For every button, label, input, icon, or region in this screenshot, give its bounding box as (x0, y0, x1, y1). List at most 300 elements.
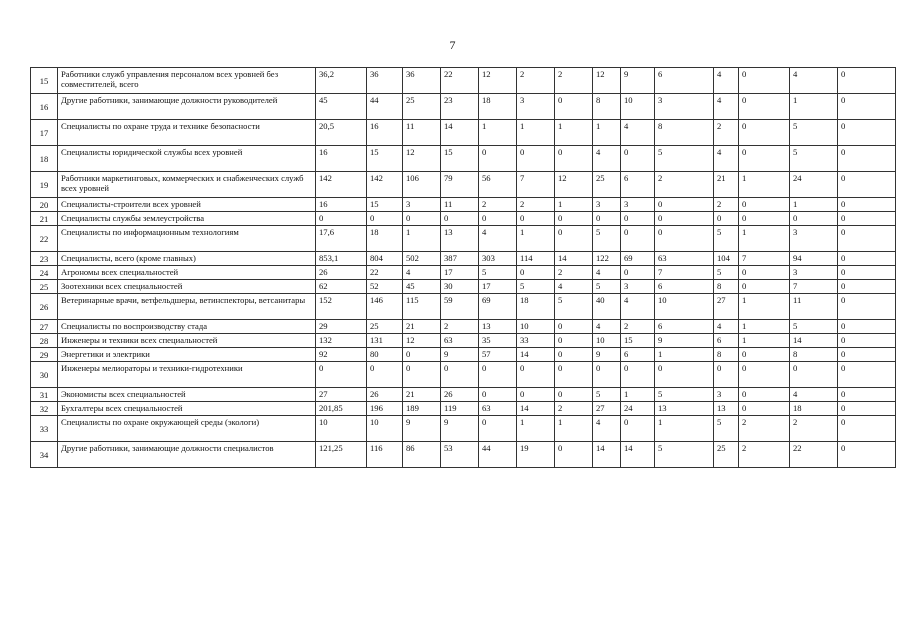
table-cell: 2 (441, 320, 479, 334)
row-title: Экономисты всех специальностей (58, 388, 316, 402)
table-cell: 14 (517, 348, 555, 362)
table-cell: 0 (838, 320, 896, 334)
table-cell: 1 (517, 416, 555, 442)
table-cell: 0 (739, 362, 790, 388)
table-cell: 0 (403, 212, 441, 226)
table-cell: 56 (479, 172, 517, 198)
table-cell: 0 (517, 212, 555, 226)
table-cell: 0 (739, 146, 790, 172)
table-row (31, 362, 896, 388)
table-cell: 1 (739, 226, 790, 252)
row-number: 31 (31, 388, 58, 402)
table-cell: 24 (621, 402, 655, 416)
table-cell: 4 (790, 68, 838, 94)
table-cell: 1 (555, 198, 593, 212)
table-row (31, 388, 896, 402)
table-cell: 12 (479, 68, 517, 94)
row-title: Агрономы всех специальностей (58, 266, 316, 280)
table-cell: 2 (555, 68, 593, 94)
table-cell: 0 (838, 294, 896, 320)
table-cell: 106 (403, 172, 441, 198)
table-cell: 10 (517, 320, 555, 334)
row-title: Специалисты службы землеустройства (58, 212, 316, 226)
table-cell: 0 (367, 362, 403, 388)
row-title: Инженеры мелиораторы и техники-гидротехники (58, 362, 316, 388)
table-cell: 0 (838, 198, 896, 212)
table-cell: 0 (739, 94, 790, 120)
row-number: 18 (31, 146, 58, 172)
table-cell: 0 (441, 212, 479, 226)
table-cell: 22 (367, 266, 403, 280)
table-cell: 1 (655, 416, 714, 442)
table-cell: 69 (479, 294, 517, 320)
table-cell: 5 (593, 226, 621, 252)
table-cell: 2 (479, 198, 517, 212)
table-cell: 9 (655, 334, 714, 348)
table-cell: 63 (479, 402, 517, 416)
table-row (31, 146, 896, 172)
row-number: 26 (31, 294, 58, 320)
table-cell: 1 (555, 120, 593, 146)
table-row (31, 334, 896, 348)
table-cell: 3 (655, 94, 714, 120)
row-number: 22 (31, 226, 58, 252)
table-cell: 59 (441, 294, 479, 320)
table-cell: 22 (441, 68, 479, 94)
row-title: Другие работники, занимающие должности руководителей (58, 94, 316, 120)
table-cell: 4 (621, 120, 655, 146)
table-cell: 23 (441, 94, 479, 120)
table-cell: 17 (441, 266, 479, 280)
table-cell: 6 (655, 280, 714, 294)
table-cell: 1 (593, 120, 621, 146)
table-cell: 303 (479, 252, 517, 266)
table-cell: 0 (555, 348, 593, 362)
table-cell: 7 (790, 280, 838, 294)
table-cell: 2 (517, 198, 555, 212)
table-row (31, 416, 896, 442)
table-cell: 122 (593, 252, 621, 266)
row-number: 25 (31, 280, 58, 294)
table-cell: 0 (739, 266, 790, 280)
table-row (31, 320, 896, 334)
row-title: Другие работники, занимающие должности специалистов (58, 442, 316, 468)
table-cell: 0 (739, 388, 790, 402)
table-cell: 27 (593, 402, 621, 416)
table-cell: 40 (593, 294, 621, 320)
table-cell: 45 (316, 94, 367, 120)
table-cell: 0 (479, 146, 517, 172)
table-cell: 0 (790, 212, 838, 226)
table-cell: 5 (714, 266, 739, 280)
table-cell: 0 (838, 94, 896, 120)
table-cell: 33 (517, 334, 555, 348)
table-cell: 14 (441, 120, 479, 146)
table-cell: 15 (367, 146, 403, 172)
table-cell: 12 (403, 334, 441, 348)
table-cell: 18 (479, 94, 517, 120)
table-cell: 4 (593, 320, 621, 334)
table-cell: 4 (593, 266, 621, 280)
table-row (31, 294, 896, 320)
table-cell: 10 (655, 294, 714, 320)
table-cell: 16 (316, 146, 367, 172)
row-number: 15 (31, 68, 58, 94)
table-cell: 7 (739, 252, 790, 266)
table-cell: 0 (838, 416, 896, 442)
row-number: 30 (31, 362, 58, 388)
table-cell: 80 (367, 348, 403, 362)
table-cell: 0 (555, 362, 593, 388)
table-cell: 1 (655, 348, 714, 362)
table-cell: 2 (555, 402, 593, 416)
row-number: 24 (31, 266, 58, 280)
table-cell: 114 (517, 252, 555, 266)
table-cell: 63 (441, 334, 479, 348)
table-cell: 0 (517, 388, 555, 402)
table-cell: 116 (367, 442, 403, 468)
table-cell: 0 (621, 416, 655, 442)
table-cell: 0 (790, 362, 838, 388)
table-cell: 4 (479, 226, 517, 252)
table-row (31, 120, 896, 146)
table-cell: 0 (555, 146, 593, 172)
row-number: 32 (31, 402, 58, 416)
table-cell: 0 (316, 212, 367, 226)
table-cell: 142 (367, 172, 403, 198)
table-cell: 0 (838, 146, 896, 172)
table-cell: 36 (403, 68, 441, 94)
table-cell: 0 (621, 226, 655, 252)
table-row (31, 266, 896, 280)
table-cell: 0 (316, 362, 367, 388)
table-cell: 0 (555, 320, 593, 334)
table-cell: 0 (838, 266, 896, 280)
table-cell: 0 (621, 146, 655, 172)
table-cell: 0 (403, 362, 441, 388)
table-cell: 5 (517, 280, 555, 294)
table-cell: 1 (739, 172, 790, 198)
table-cell: 13 (714, 402, 739, 416)
table-cell: 4 (714, 94, 739, 120)
table-cell: 0 (555, 334, 593, 348)
table-cell: 142 (316, 172, 367, 198)
table-row (31, 402, 896, 416)
table-cell: 1 (739, 294, 790, 320)
table-cell: 4 (790, 388, 838, 402)
table-cell: 0 (838, 388, 896, 402)
table-cell: 21 (403, 388, 441, 402)
table-cell: 36 (367, 68, 403, 94)
table-cell: 5 (714, 226, 739, 252)
table-cell: 121,25 (316, 442, 367, 468)
table-cell: 52 (367, 280, 403, 294)
table-cell: 387 (441, 252, 479, 266)
table-cell: 2 (517, 68, 555, 94)
table-cell: 10 (621, 94, 655, 120)
table-cell: 2 (555, 266, 593, 280)
table-cell: 11 (403, 120, 441, 146)
table-cell: 18 (367, 226, 403, 252)
table-cell: 3 (714, 388, 739, 402)
table-cell: 10 (367, 416, 403, 442)
table-cell: 0 (739, 280, 790, 294)
table-cell: 4 (593, 146, 621, 172)
table-cell: 29 (316, 320, 367, 334)
table-cell: 1 (479, 120, 517, 146)
table-cell: 69 (621, 252, 655, 266)
row-number: 19 (31, 172, 58, 198)
table-cell: 0 (838, 280, 896, 294)
table-cell: 0 (517, 146, 555, 172)
table-cell: 21 (403, 320, 441, 334)
table-cell: 53 (441, 442, 479, 468)
table-cell: 0 (555, 226, 593, 252)
row-number: 27 (31, 320, 58, 334)
table-cell: 9 (403, 416, 441, 442)
table-cell: 132 (316, 334, 367, 348)
table-cell: 44 (479, 442, 517, 468)
table-cell: 5 (655, 146, 714, 172)
table-cell: 26 (367, 388, 403, 402)
table-cell: 11 (790, 294, 838, 320)
table-cell: 4 (593, 416, 621, 442)
table-cell: 8 (655, 120, 714, 146)
row-number: 23 (31, 252, 58, 266)
table-cell: 13 (441, 226, 479, 252)
table-cell: 45 (403, 280, 441, 294)
table-cell: 0 (739, 68, 790, 94)
table-cell: 2 (739, 416, 790, 442)
table-row (31, 68, 896, 94)
table-cell: 5 (479, 266, 517, 280)
table-row (31, 348, 896, 362)
table-cell: 5 (555, 294, 593, 320)
table-cell: 3 (593, 198, 621, 212)
page-number: 7 (449, 38, 456, 52)
table-cell: 1 (621, 388, 655, 402)
table-cell: 0 (739, 348, 790, 362)
table-cell: 4 (714, 320, 739, 334)
table-cell: 196 (367, 402, 403, 416)
row-title: Инженеры и техники всех специальностей (58, 334, 316, 348)
row-title: Энергетики и электрики (58, 348, 316, 362)
table-cell: 24 (790, 172, 838, 198)
table-cell: 14 (555, 252, 593, 266)
table-cell: 8 (593, 94, 621, 120)
row-title: Работники маркетинговых, коммерческих и снабженческих служб всех уровней (58, 172, 316, 198)
table-cell: 2 (790, 416, 838, 442)
table-cell: 0 (593, 362, 621, 388)
table-cell: 115 (403, 294, 441, 320)
table-cell: 8 (714, 280, 739, 294)
row-title: Зоотехники всех специальностей (58, 280, 316, 294)
table-cell: 0 (739, 198, 790, 212)
table-cell: 0 (403, 348, 441, 362)
table-cell: 94 (790, 252, 838, 266)
table-cell: 12 (593, 68, 621, 94)
table-cell: 86 (403, 442, 441, 468)
table-cell: 0 (621, 212, 655, 226)
table-cell: 0 (838, 68, 896, 94)
table-cell: 9 (593, 348, 621, 362)
table-cell: 1 (517, 226, 555, 252)
table-cell: 5 (655, 388, 714, 402)
table-cell: 804 (367, 252, 403, 266)
table-cell: 44 (367, 94, 403, 120)
table-row (31, 172, 896, 198)
table-cell: 14 (621, 442, 655, 468)
table-cell: 9 (441, 348, 479, 362)
table-cell: 3 (517, 94, 555, 120)
table-cell: 12 (403, 146, 441, 172)
table-cell: 4 (555, 280, 593, 294)
row-title: Специалисты по охране труда и технике безопасности (58, 120, 316, 146)
table-cell: 0 (739, 402, 790, 416)
table-cell: 0 (838, 172, 896, 198)
table-cell: 0 (479, 212, 517, 226)
table-cell: 3 (790, 226, 838, 252)
table-row (31, 226, 896, 252)
table-cell: 26 (316, 266, 367, 280)
table-cell: 0 (655, 212, 714, 226)
table-cell: 0 (593, 212, 621, 226)
row-title: Специалисты по информационным технологиям (58, 226, 316, 252)
table-cell: 5 (593, 280, 621, 294)
table-cell: 14 (593, 442, 621, 468)
table-row (31, 252, 896, 266)
table-cell: 36,2 (316, 68, 367, 94)
table-cell: 0 (838, 334, 896, 348)
table-cell: 0 (739, 120, 790, 146)
table-row (31, 442, 896, 468)
table-cell: 1 (739, 320, 790, 334)
row-title: Специалисты по охране окружающей среды (экологи) (58, 416, 316, 442)
table-cell: 19 (517, 442, 555, 468)
table-cell: 57 (479, 348, 517, 362)
table-cell: 2 (714, 120, 739, 146)
table-row (31, 212, 896, 226)
row-number: 17 (31, 120, 58, 146)
table-cell: 0 (655, 198, 714, 212)
table-cell: 25 (714, 442, 739, 468)
row-number: 29 (31, 348, 58, 362)
table-cell: 4 (714, 146, 739, 172)
table-cell: 7 (655, 266, 714, 280)
table-cell: 5 (593, 388, 621, 402)
table-cell: 79 (441, 172, 479, 198)
table-cell: 6 (621, 172, 655, 198)
table-cell: 146 (367, 294, 403, 320)
table-cell: 0 (838, 212, 896, 226)
table-cell: 6 (714, 334, 739, 348)
table-cell: 1 (403, 226, 441, 252)
table-cell: 0 (714, 212, 739, 226)
table-cell: 13 (655, 402, 714, 416)
table-cell: 131 (367, 334, 403, 348)
table-cell: 0 (621, 266, 655, 280)
table-cell: 5 (790, 320, 838, 334)
table-cell: 17 (479, 280, 517, 294)
table-cell: 502 (403, 252, 441, 266)
table-cell: 2 (739, 442, 790, 468)
table-cell: 0 (555, 94, 593, 120)
row-number: 16 (31, 94, 58, 120)
table-cell: 8 (714, 348, 739, 362)
table-cell: 14 (790, 334, 838, 348)
row-title: Ветеринарные врачи, ветфельдшеры, ветинспекторы, ветсанитары (58, 294, 316, 320)
table-cell: 0 (555, 442, 593, 468)
table-cell: 27 (316, 388, 367, 402)
table-cell: 20,5 (316, 120, 367, 146)
row-title: Работники служб управления персоналом всех уровней без совместителей, всего (58, 68, 316, 94)
table-cell: 1 (555, 416, 593, 442)
table-cell: 16 (367, 120, 403, 146)
row-title: Бухгалтеры всех специальностей (58, 402, 316, 416)
table-cell: 30 (441, 280, 479, 294)
table-cell: 104 (714, 252, 739, 266)
table-cell: 1 (790, 198, 838, 212)
table-cell: 6 (621, 348, 655, 362)
table-cell: 201,85 (316, 402, 367, 416)
table-cell: 5 (714, 416, 739, 442)
table-cell: 0 (621, 362, 655, 388)
row-title: Специалисты, всего (кроме главных) (58, 252, 316, 266)
table-cell: 15 (621, 334, 655, 348)
row-number: 20 (31, 198, 58, 212)
table-cell: 0 (655, 226, 714, 252)
table-cell: 63 (655, 252, 714, 266)
table-cell: 9 (441, 416, 479, 442)
table-cell: 18 (790, 402, 838, 416)
table-cell: 3 (790, 266, 838, 280)
table-cell: 0 (555, 388, 593, 402)
table-cell: 25 (403, 94, 441, 120)
table-cell: 853,1 (316, 252, 367, 266)
table-cell: 1 (790, 94, 838, 120)
staff-table (30, 67, 896, 468)
table-cell: 25 (593, 172, 621, 198)
table-cell: 21 (714, 172, 739, 198)
table-cell: 0 (838, 362, 896, 388)
table-cell: 6 (655, 68, 714, 94)
table-cell: 6 (655, 320, 714, 334)
table-cell: 4 (621, 294, 655, 320)
table-cell: 0 (517, 362, 555, 388)
table-cell: 4 (403, 266, 441, 280)
table-cell: 0 (655, 362, 714, 388)
table-cell: 3 (621, 198, 655, 212)
table-cell: 0 (517, 266, 555, 280)
table-cell: 11 (441, 198, 479, 212)
table-cell: 0 (555, 212, 593, 226)
table-cell: 15 (367, 198, 403, 212)
table-cell: 0 (838, 348, 896, 362)
table-cell: 10 (593, 334, 621, 348)
table-row (31, 280, 896, 294)
table-cell: 0 (479, 416, 517, 442)
table-cell: 0 (714, 362, 739, 388)
table-cell: 0 (838, 120, 896, 146)
table-cell: 0 (367, 212, 403, 226)
table-cell: 15 (441, 146, 479, 172)
table-cell: 5 (790, 146, 838, 172)
table-cell: 4 (714, 68, 739, 94)
table-cell: 16 (316, 198, 367, 212)
table-cell: 5 (655, 442, 714, 468)
table-cell: 0 (838, 442, 896, 468)
table-cell: 119 (441, 402, 479, 416)
